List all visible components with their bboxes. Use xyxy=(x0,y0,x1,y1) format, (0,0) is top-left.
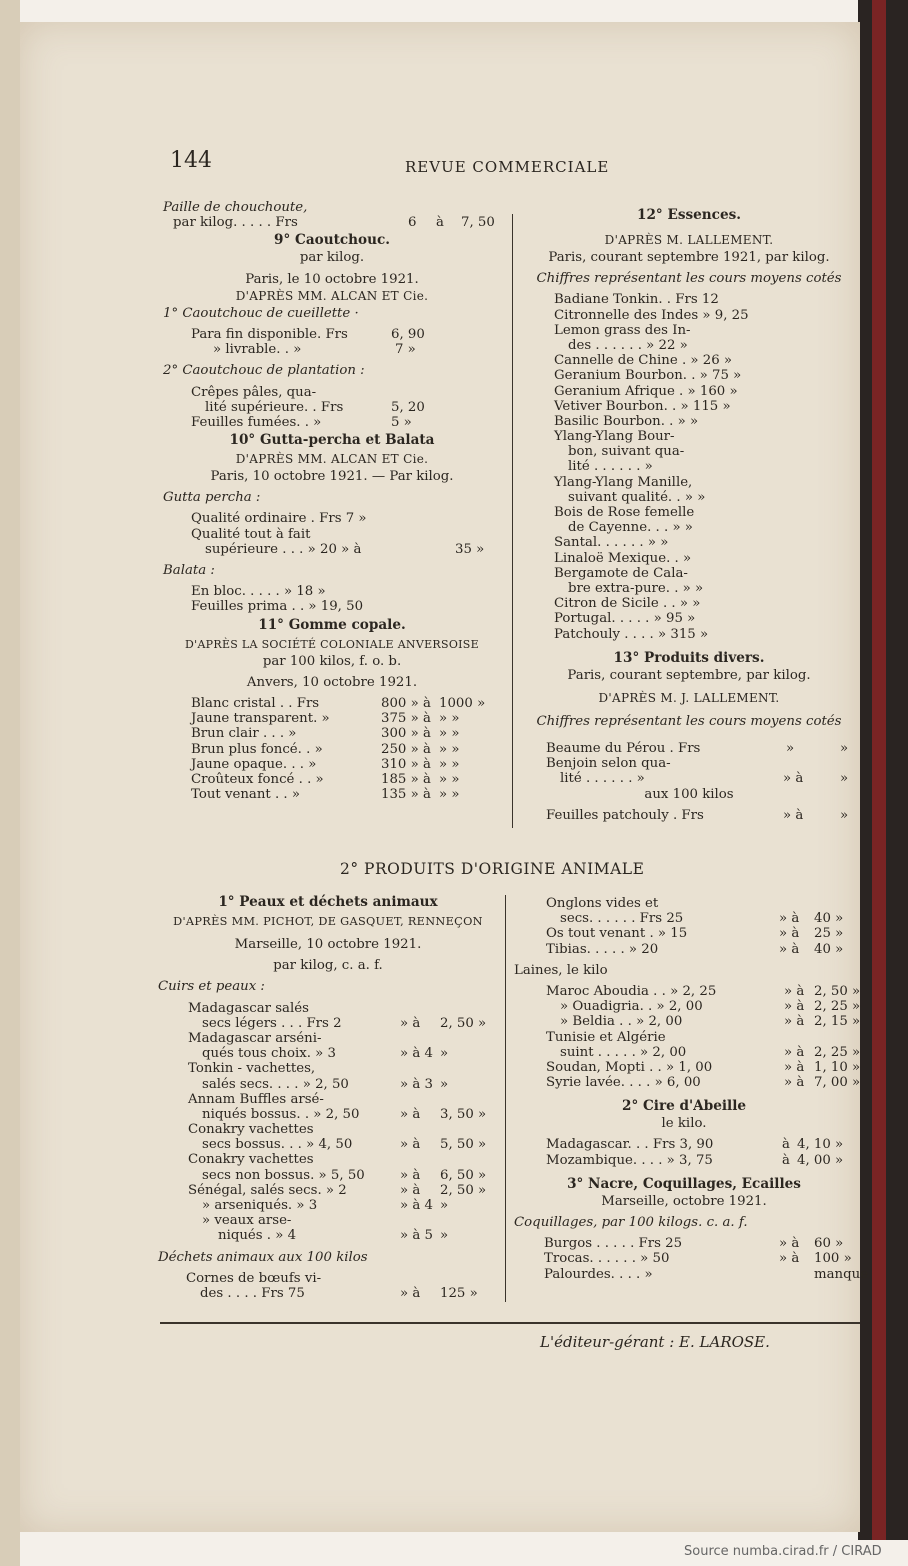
row-label: » Ouadigria. . » 2, 00 xyxy=(560,999,703,1015)
divers-row-2: Benjoin selon qua- xyxy=(546,756,671,772)
essences-row xyxy=(518,475,860,490)
row-label: Geranium Afrique . » 160 » xyxy=(554,383,738,399)
row-label: Croûteux foncé . . » xyxy=(191,771,324,787)
row-label: qués tous choix. » 3 xyxy=(202,1046,337,1062)
row-low: » à xyxy=(400,1182,421,1198)
laines-row xyxy=(514,1059,861,1075)
peaux-row xyxy=(158,1016,498,1031)
row-label: Onglons vides et xyxy=(546,896,659,911)
row-high: 25 » xyxy=(814,926,844,942)
row-label: niqués . » 4 xyxy=(218,1228,297,1244)
row-high: » » xyxy=(439,741,460,757)
row-low: » xyxy=(786,741,795,757)
row-label: niqués bossus. . » 2, 50 xyxy=(202,1106,360,1122)
essences-table xyxy=(518,292,860,641)
divers-source: D'APRÈS M. J. LALLEMENT. xyxy=(598,690,780,705)
row-label: secs non bossus. » 5, 50 xyxy=(202,1167,365,1183)
nacre-table xyxy=(514,1236,869,1282)
row-label: Tout venant . . » xyxy=(191,787,301,803)
paille-name: Paille de chouchoute, xyxy=(163,200,308,215)
essences-row xyxy=(518,429,860,444)
peaux-row xyxy=(158,1213,498,1228)
row-high: » » xyxy=(439,787,460,803)
dechets-row xyxy=(158,1271,498,1286)
row-low: » à xyxy=(784,999,805,1015)
gutta-date: Paris, 10 octobre 1921. — Par kilog. xyxy=(210,469,454,485)
row-low: » à xyxy=(784,1059,805,1075)
onglons-row xyxy=(514,926,854,941)
essences-row xyxy=(518,384,860,399)
essences-row xyxy=(518,459,860,474)
row-high: 7, 00 » xyxy=(814,1075,861,1091)
balata-row-1: En bloc. . . . . » 18 » xyxy=(191,584,326,600)
row-low: » à xyxy=(400,1106,421,1122)
essences-title: 12° Essences. xyxy=(637,207,741,223)
peaux-row xyxy=(158,1046,498,1061)
column-divider-top xyxy=(512,214,513,828)
row-high: 125 » xyxy=(440,1285,478,1301)
gomme-table xyxy=(163,696,501,802)
row-label: Crêpes pâles, qua- xyxy=(191,384,317,400)
row-high: 35 » xyxy=(455,541,485,557)
row-high: 60 » xyxy=(814,1236,844,1252)
row-low: » à xyxy=(779,1236,800,1252)
row-low: » à xyxy=(783,807,804,823)
row-label: Ylang-Ylang Manille, xyxy=(554,474,693,490)
row-label: Brun plus foncé. . » xyxy=(191,741,323,757)
book-edge xyxy=(858,0,908,1540)
balata-row-2: Feuilles prima . . » 19, 50 xyxy=(191,599,364,615)
row-label: Bois de Rose femelle xyxy=(554,505,695,520)
dechets-table xyxy=(158,1271,498,1301)
row-low: » à xyxy=(783,771,804,787)
gomme-unit: par 100 kilos, f. o. b. xyxy=(262,653,402,669)
peaux-unit: par kilog, c. a. f. xyxy=(273,958,383,974)
divers-row-3 xyxy=(518,771,860,786)
laines-head: Laines, le kilo xyxy=(514,962,608,978)
row-high: 1, 10 » xyxy=(814,1059,861,1075)
row-value: 5 » xyxy=(391,414,412,430)
row-label: des . . . . . . » 22 » xyxy=(568,337,688,353)
gutta-row-1: Qualité ordinaire . Frs 7 » xyxy=(191,511,367,527)
row-high: 4, 00 » xyxy=(797,1152,844,1168)
laines-row xyxy=(514,1075,861,1091)
gomme-row xyxy=(163,787,501,802)
row-high: » xyxy=(440,1198,449,1213)
row-label: Linaloë Mexique. . » xyxy=(554,550,692,566)
essences-row xyxy=(518,535,860,550)
essences-row xyxy=(518,308,860,323)
caoutchouc-title: 9° Caoutchouc. xyxy=(274,232,390,249)
page-number: 144 xyxy=(170,148,212,173)
row-low: » à xyxy=(784,1044,805,1060)
peaux-row xyxy=(158,1001,498,1016)
essences-row xyxy=(518,399,860,414)
essences-row xyxy=(518,520,860,535)
row-label: Patchouly . . . . » 315 » xyxy=(554,626,709,642)
gomme-row xyxy=(163,711,501,726)
gomme-row xyxy=(163,696,501,711)
divers-unit: aux 100 kilos xyxy=(644,786,734,802)
gomme-row xyxy=(163,772,501,787)
row-label: Conakry vachettes xyxy=(188,1152,314,1168)
row-label: Annam Buffles arsé- xyxy=(188,1091,324,1107)
paille-unit: par kilog. . . . . Frs xyxy=(173,215,298,231)
row-label: Cannelle de Chine . » 26 » xyxy=(554,353,733,369)
row-label: Maroc Aboudia . . » 2, 25 xyxy=(546,983,717,999)
book-edge-red xyxy=(872,0,886,1540)
row-low: 185 » à xyxy=(381,771,431,787)
nacre-title: 3° Nacre, Coquillages, Ecailles xyxy=(567,1175,801,1192)
row-high: 100 » xyxy=(814,1251,852,1267)
row-label: Conakry vachettes xyxy=(188,1122,314,1138)
row-low: à xyxy=(782,1152,790,1168)
row-label: Badiane Tonkin. . Frs 12 xyxy=(554,292,719,308)
divers-row-4 xyxy=(518,808,860,823)
row-high: 2, 50 » xyxy=(440,1015,487,1031)
peaux-row xyxy=(158,1092,498,1107)
row-label: Tunisie et Algérie xyxy=(546,1029,666,1045)
essences-row xyxy=(518,611,860,626)
row-label: lité . . . . . . » xyxy=(560,771,645,787)
row-low: » à xyxy=(400,1015,421,1031)
row-label: lité . . . . . . » xyxy=(568,459,653,475)
cuirs-head: Cuirs et peaux : xyxy=(158,979,265,995)
row-low: » à xyxy=(400,1285,421,1301)
row-label: Brun clair . . . » xyxy=(191,726,297,742)
essences-row xyxy=(518,551,860,566)
essences-source: D'APRÈS M. LALLEMENT. xyxy=(604,233,774,247)
gomme-date: Anvers, 10 octobre 1921. xyxy=(246,674,418,690)
row-low: » à xyxy=(779,926,800,942)
essences-row xyxy=(518,596,860,611)
row-high: » » xyxy=(439,756,460,772)
row-label: » livrable. . » xyxy=(213,342,302,358)
row-label: Lemon grass des In- xyxy=(554,322,691,338)
cire-table xyxy=(514,1137,854,1167)
column-divider-bottom xyxy=(505,895,506,1302)
dechets-head: Déchets animaux aux 100 kilos xyxy=(158,1249,368,1265)
peaux-row xyxy=(158,1228,498,1243)
row-low: » à xyxy=(784,1075,805,1091)
laines-row xyxy=(514,1044,861,1060)
essences-date: Paris, courant septembre 1921, par kilog. xyxy=(548,250,830,265)
gutta-row-2: Qualité tout à fait xyxy=(191,526,311,542)
peaux-row xyxy=(158,1152,498,1167)
row-low: 135 » à xyxy=(381,787,431,803)
row-low: » à xyxy=(400,1167,421,1183)
nacre-date: Marseille, octobre 1921. xyxy=(601,1193,767,1209)
onglons-table xyxy=(514,892,854,957)
onglons-row xyxy=(514,911,854,926)
row-low: » à xyxy=(784,983,805,999)
row-label: bre extra-pure. . » » xyxy=(568,580,704,596)
row-high: 4, 10 » xyxy=(797,1137,844,1153)
source-credit: Source numba.cirad.fr / CIRAD xyxy=(684,1544,882,1559)
laines-row xyxy=(514,999,861,1015)
row-label: Portugal. . . . . » 95 » xyxy=(554,611,696,627)
row-label: Santal. . . . . . » » xyxy=(554,535,669,551)
book-spine xyxy=(0,0,20,1566)
cire-row xyxy=(514,1153,854,1168)
row-high: 2, 50 » xyxy=(814,983,861,999)
row-label: Feuilles fumées. . » xyxy=(191,414,322,430)
nacre-row xyxy=(514,1251,854,1266)
row-label: Feuilles patchouly . Frs xyxy=(546,807,704,823)
row-high: 40 » xyxy=(814,911,844,927)
cire-title: 2° Cire d'Abeille xyxy=(621,1098,747,1115)
row-high: 1000 » xyxy=(439,695,486,711)
laines-table xyxy=(514,983,861,1091)
essences-row xyxy=(518,368,860,383)
cire-row xyxy=(514,1137,854,1152)
row-label: Vetiver Bourbon. . » 115 » xyxy=(554,398,731,414)
row-label: Citronnelle des Indes » 9, 25 xyxy=(554,307,749,323)
peaux-row xyxy=(158,1122,498,1137)
row-label: secs légers . . . Frs 2 xyxy=(202,1015,342,1031)
row-label: Madagascar arséni- xyxy=(188,1030,322,1046)
essences-row xyxy=(518,566,860,581)
paille-row xyxy=(163,215,501,230)
row-low: 800 » à xyxy=(381,695,431,711)
cueillette-head: 1° Caoutchouc de cueillette · xyxy=(163,305,359,321)
row-high: » xyxy=(440,1228,449,1244)
essences-row xyxy=(518,414,860,429)
row-low: » à 4 xyxy=(400,1046,433,1062)
row-label: Trocas. . . . . . » 50 xyxy=(544,1251,670,1267)
row-value: 5, 20 xyxy=(391,399,425,415)
paille-sep: à xyxy=(436,215,444,231)
essences-row xyxy=(518,581,860,596)
row-high: » » xyxy=(439,711,460,727)
row-label: suint . . . . . » 2, 00 xyxy=(560,1044,687,1060)
editor-credit: L'éditeur-gérant : E. LAROSE. xyxy=(540,1333,770,1351)
row-label: Citron de Sicile . . » » xyxy=(554,596,701,612)
essences-note: Chiffres représentant les cours moyens cotés xyxy=(536,271,842,287)
row-label: Blanc cristal . . Frs xyxy=(191,695,320,711)
divers-title: 13° Produits divers. xyxy=(613,649,765,666)
row-label: des . . . . Frs 75 xyxy=(200,1285,305,1301)
essences-row xyxy=(518,353,860,368)
row-high: 2, 25 » xyxy=(814,999,861,1015)
gutta-source: D'APRÈS MM. ALCAN ET Cie. xyxy=(235,452,429,467)
nacre-row xyxy=(514,1266,869,1282)
row-low: » à xyxy=(779,911,800,927)
row-label: » arseniqués. » 3 xyxy=(202,1198,318,1213)
onglons-row xyxy=(514,896,854,911)
row-low: 310 » à xyxy=(381,756,431,772)
row-low: » à xyxy=(779,1251,800,1267)
essences-row xyxy=(518,490,860,505)
row-label: Para fin disponible. Frs xyxy=(191,326,348,342)
gomme-title: 11° Gomme copale. xyxy=(258,616,406,633)
row-label: bon, suivant qua- xyxy=(568,444,685,460)
row-low: » à 3 xyxy=(400,1076,433,1092)
row-label: Tonkin - vachettes, xyxy=(188,1061,316,1077)
cueillette-row-2 xyxy=(163,342,501,357)
plantation-row-2 xyxy=(163,400,501,415)
row-low: » à 5 xyxy=(400,1228,433,1244)
gomme-row xyxy=(163,726,501,741)
left-column-top xyxy=(163,200,501,802)
row-high: » » xyxy=(439,726,460,742)
row-label: Tibias. . . . . » 20 xyxy=(546,941,659,957)
peaux-row xyxy=(158,1031,498,1046)
gomme-row xyxy=(163,742,501,757)
row-label: Palourdes. . . . » xyxy=(544,1266,653,1282)
row-label: Burgos . . . . . Frs 25 xyxy=(544,1236,683,1252)
cire-unit: le kilo. xyxy=(661,1116,707,1132)
paille-low: 6 xyxy=(408,215,417,231)
row-label: Os tout venant . » 15 xyxy=(546,926,688,942)
onglons-row xyxy=(514,942,854,957)
caoutchouc-source: D'APRÈS MM. ALCAN ET Cie. xyxy=(235,288,429,303)
row-label: » veaux arse- xyxy=(202,1213,292,1229)
row-high: » xyxy=(440,1076,449,1092)
row-high: 5, 50 » xyxy=(440,1137,487,1153)
essences-row xyxy=(518,338,860,353)
row-label: secs bossus. . . » 4, 50 xyxy=(202,1137,353,1153)
peaux-table xyxy=(158,1001,498,1244)
row-label: Geranium Bourbon. . » 75 » xyxy=(554,368,742,384)
row-high: 6, 50 » xyxy=(440,1167,487,1183)
plantation-head: 2° Caoutchouc de plantation : xyxy=(163,363,365,379)
row-label: suivant qualité. . » » xyxy=(568,489,706,505)
row-high: » xyxy=(840,807,849,823)
section-2-title: 2° PRODUITS D'ORIGINE ANIMALE xyxy=(340,860,645,878)
row-label: » Beldia . . » 2, 00 xyxy=(560,1014,683,1030)
row-label: lité supérieure. . Frs xyxy=(205,399,344,415)
gomme-row xyxy=(163,757,501,772)
plantation-row-1 xyxy=(163,385,501,400)
peaux-row xyxy=(158,1061,498,1076)
laines-row xyxy=(514,983,861,999)
gomme-source: D'APRÈS LA SOCIÉTÉ COLONIALE ANVERSOISE xyxy=(185,637,479,651)
row-label: supérieure . . . » 20 » à xyxy=(205,541,362,557)
row-label: Madagascar salés xyxy=(188,1000,309,1016)
row-label: Beaume du Pérou . Frs xyxy=(546,741,701,757)
row-label: Basilic Bourbon. . » » xyxy=(554,413,699,429)
laines-row xyxy=(514,1030,854,1045)
row-low: à xyxy=(782,1137,790,1153)
peaux-row xyxy=(158,1198,498,1213)
row-label: Ylang-Ylang Bour- xyxy=(554,429,675,445)
row-label: Jaune opaque. . . » xyxy=(191,756,317,772)
gutta-head: Gutta percha : xyxy=(163,490,261,506)
laines-row xyxy=(514,1014,861,1030)
row-value: 7 » xyxy=(395,342,416,358)
row-label: Cornes de bœufs vi- xyxy=(186,1270,322,1286)
essences-row xyxy=(518,444,860,459)
balata-head: Balata : xyxy=(163,563,215,578)
plantation-row-3 xyxy=(163,415,501,430)
essences-row xyxy=(518,323,860,338)
gutta-row-3 xyxy=(163,542,501,557)
right-column-bottom xyxy=(514,892,869,1282)
row-value: 6, 90 xyxy=(391,326,425,342)
row-label: Soudan, Mopti . . » 1, 00 xyxy=(546,1059,713,1075)
right-column-top xyxy=(518,205,860,823)
caoutchouc-date: Paris, le 10 octobre 1921. xyxy=(245,271,419,287)
peaux-row xyxy=(158,1168,498,1183)
essences-row xyxy=(518,505,860,520)
row-high: » xyxy=(840,741,849,757)
row-label: Syrie lavée. . . . » 6, 00 xyxy=(546,1075,701,1091)
peaux-source: D'APRÈS MM. PICHOT, DE GASQUET, RENNEÇON xyxy=(173,915,483,928)
peaux-title: 1° Peaux et déchets animaux xyxy=(218,894,438,910)
row-low: » à 4 xyxy=(400,1198,433,1213)
row-high: 2, 15 » xyxy=(814,1014,861,1030)
row-label: secs. . . . . . Frs 25 xyxy=(560,911,684,927)
row-high: 2, 50 » xyxy=(440,1182,487,1198)
row-high: manque xyxy=(814,1266,869,1282)
row-high: » xyxy=(840,771,849,787)
divers-note: Chiffres représentant les cours moyens cotés xyxy=(536,713,842,729)
row-high: » » xyxy=(439,771,460,787)
row-high: 40 » xyxy=(814,941,844,957)
peaux-row xyxy=(158,1077,498,1092)
row-label: de Cayenne. . . » » xyxy=(568,520,693,536)
row-label: Jaune transparent. » xyxy=(191,711,330,727)
row-low: » à xyxy=(784,1014,805,1030)
row-label: Sénégal, salés secs. » 2 xyxy=(188,1182,347,1198)
nacre-unit: Coquillages, par 100 kilogs. c. a. f. xyxy=(514,1215,748,1230)
caoutchouc-unit: par kilog. xyxy=(299,250,365,266)
row-low: » à xyxy=(400,1137,421,1153)
row-low: 250 » à xyxy=(381,741,431,757)
row-low: 300 » à xyxy=(381,726,431,742)
peaux-date: Marseille, 10 octobre 1921. xyxy=(234,937,422,952)
row-high: 2, 25 » xyxy=(814,1044,861,1060)
row-label: Madagascar. . . Frs 3, 90 xyxy=(546,1137,714,1153)
footer-rule xyxy=(160,1322,860,1324)
nacre-row xyxy=(514,1236,854,1251)
row-label: salés secs. . . . » 2, 50 xyxy=(202,1076,349,1092)
running-title: REVUE COMMERCIALE xyxy=(405,158,610,176)
dechets-row xyxy=(158,1286,498,1301)
row-label: Mozambique. . . . » 3, 75 xyxy=(546,1152,713,1168)
essences-row xyxy=(518,627,860,642)
divers-row-1 xyxy=(518,741,860,756)
peaux-row xyxy=(158,1137,498,1152)
left-column-bottom xyxy=(158,892,498,1301)
row-label: Bergamote de Cala- xyxy=(554,565,688,581)
divers-date: Paris, courant septembre, par kilog. xyxy=(567,667,811,683)
peaux-row xyxy=(158,1183,498,1198)
row-high: 3, 50 » xyxy=(440,1106,487,1122)
row-low: 375 » à xyxy=(381,711,431,727)
paille-high: 7, 50 xyxy=(461,215,495,231)
peaux-row xyxy=(158,1107,498,1122)
essences-row xyxy=(518,292,860,307)
row-low: » à xyxy=(779,941,800,957)
gutta-title: 10° Gutta-percha et Balata xyxy=(229,432,435,449)
row-high: » xyxy=(440,1046,449,1062)
cueillette-row-1 xyxy=(163,327,501,342)
